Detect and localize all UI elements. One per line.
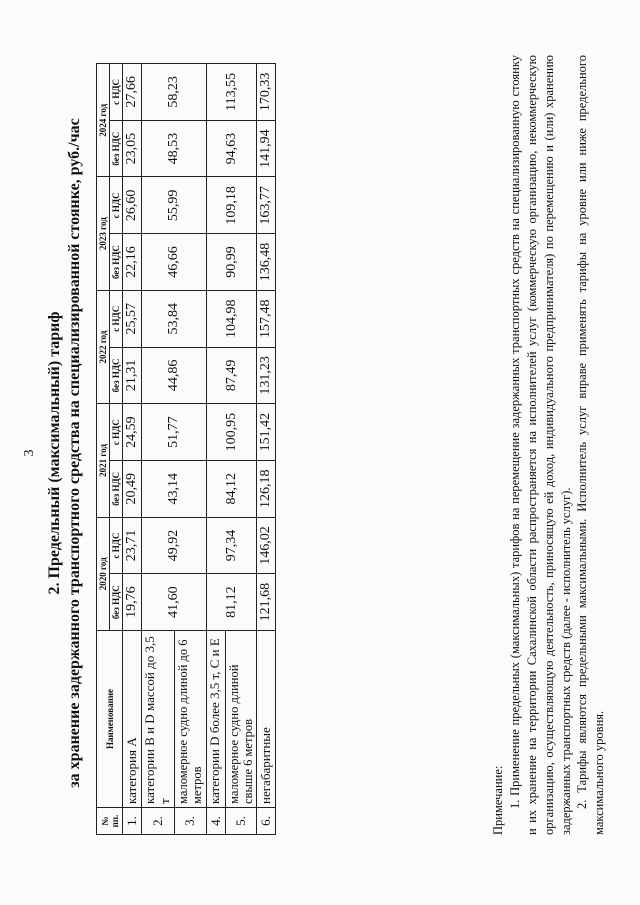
tariff-value: 20,49 [123,460,142,517]
row-name: маломерное судно длиной свыше 6 метров [225,630,257,807]
tariff-value: 157,48 [257,290,276,347]
tariff-value: 131,23 [257,347,276,404]
row-name: категории D более 3,5 т, С и Е [206,630,225,807]
page-number: 3 [22,449,37,456]
tariff-value: 24,59 [123,403,142,460]
tariff-value: 100,95 [206,403,257,460]
header-year: 2024 год [97,63,110,177]
row-number: 2. [142,807,175,834]
tariff-value: 113,55 [206,63,257,120]
tariff-value: 21,31 [123,347,142,404]
tariff-value: 146,02 [257,517,276,574]
tariff-value: 81,12 [206,573,257,630]
table-row [206,63,225,834]
table-row [142,63,175,834]
header-with-vat: с НДС [110,403,123,460]
row-number: 5. [225,807,257,834]
tariff-value: 109,18 [206,177,257,234]
row-name: категории В и D массой до 3,5 т [142,630,175,807]
tariff-value: 136,48 [257,233,276,290]
tariff-value: 46,66 [142,233,207,290]
tariff-value: 163,77 [257,177,276,234]
note-paragraph: 1. Применение предельных (максимальных) тарифов на перемещение задержанных транспортных средств на специализированную стоянку и их хранение на территории Сахалинской области распространяется на исполнителей услуг (коммерческую организацию, некоммерческую организацию, осуществляющую деятельность, приносящую ей доход, индивидуального предпринимателя) по перемещению и (или) хранению задержанных транспортных средств (далее - исполнитель услуг). [507,54,573,835]
tariff-value: 51,77 [142,403,207,460]
tariff-value: 87,49 [206,347,257,404]
tariff-value: 26,60 [123,177,142,234]
header-without-vat: без НДС [110,460,123,517]
tariff-value: 121,68 [257,573,276,630]
table-row [257,63,276,834]
tariff-value: 48,53 [142,120,207,177]
tariff-value: 23,05 [123,120,142,177]
header-with-vat: с НДС [110,290,123,347]
tariff-value: 126,18 [257,460,276,517]
row-name: негабаритные [257,630,276,807]
row-name: маломерное судно длиной до 6 метров [174,630,206,807]
tariff-value: 44,86 [142,347,207,404]
tariff-value: 170,33 [257,63,276,120]
tariff-value: 58,23 [142,63,207,120]
row-number: 1. [123,807,142,834]
tariff-value: 49,92 [142,517,207,574]
row-name: категория А [123,630,142,807]
rotated-content [20,13,620,893]
tariff-value: 25,57 [123,290,142,347]
row-number: 6. [257,807,276,834]
tariff-value: 53,84 [142,290,207,347]
header-without-vat: без НДС [110,347,123,404]
header-year: 2020 год [97,517,110,630]
header-name: Наименование [97,630,123,807]
tariff-value: 23,71 [123,517,142,574]
header-with-vat: с НДС [110,63,123,120]
header-year: 2021 год [97,403,110,516]
notes-section [490,55,608,835]
header-without-vat: без НДС [110,120,123,177]
tariff-value: 94,63 [206,120,257,177]
header-no: № пп. [97,807,123,834]
tariff-value: 22,16 [123,233,142,290]
tariffs-table [96,63,276,835]
row-number: 4. [206,807,225,834]
notes-heading: Примечание: [491,765,505,835]
document-title: 2. Предельный (максимальный) тариф [46,311,63,594]
header-without-vat: без НДС [110,573,123,630]
tariff-value: 104,98 [206,290,257,347]
tariff-value: 97,34 [206,517,257,574]
header-without-vat: без НДС [110,233,123,290]
header-year: 2022 год [97,290,110,403]
tariff-value: 41,60 [142,573,207,630]
tariff-value: 90,99 [206,233,257,290]
tariff-value: 55,99 [142,177,207,234]
tariff-value: 19,76 [123,573,142,630]
tariff-value: 151,42 [257,403,276,460]
tariff-value: 43,14 [142,460,207,517]
header-with-vat: с НДС [110,517,123,574]
header-year: 2023 год [97,177,110,290]
table-row [123,63,142,834]
tariff-value: 141,94 [257,120,276,177]
document-subtitle: за хранение задержанного транспортного средства на специализированной стоянке, руб./час [66,117,83,788]
tariff-value: 84,12 [206,460,257,517]
tariff-value: 27,66 [123,63,142,120]
header-with-vat: с НДС [110,177,123,234]
row-number: 3. [174,807,206,834]
note-paragraph: 2. Тарифы являются предельными максимальными. Исполнитель услуг вправе применять тарифы на уровне или ниже предельного максимального уровня. [575,54,607,835]
